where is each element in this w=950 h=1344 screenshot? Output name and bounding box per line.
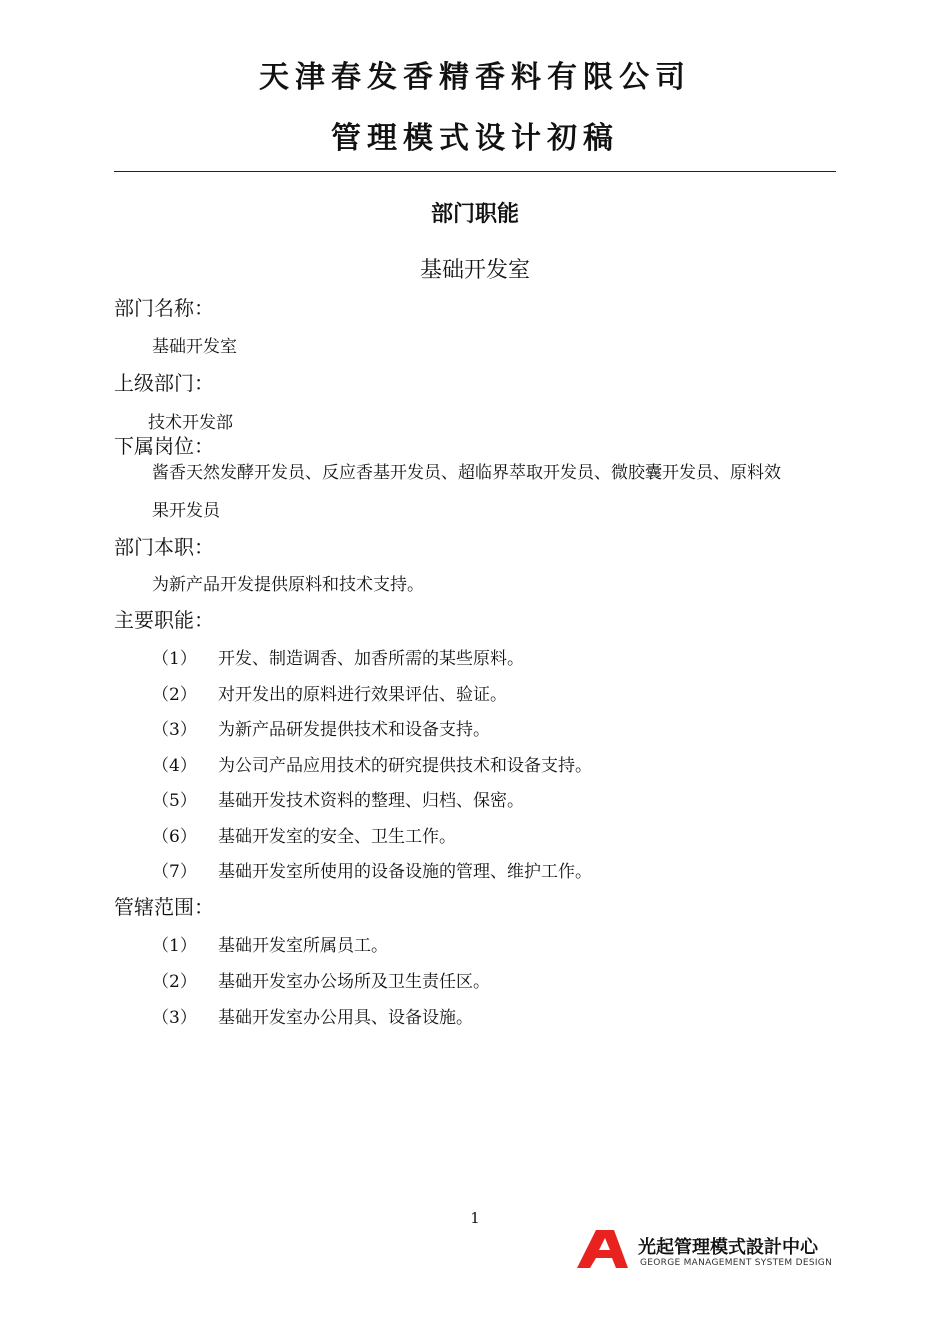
list-item [152, 931, 388, 956]
section-title: 部门职能 [430, 202, 519, 227]
list-text: 对开发出的原料进行效果评估、验证。 [218, 685, 507, 705]
list-number: （2） [152, 685, 197, 705]
list-text: 基础开发室所属员工。 [218, 936, 388, 956]
parent-value: 技术开发部 [148, 413, 233, 433]
list-number: （5） [152, 791, 197, 811]
parent-label: 上级部门： [114, 371, 214, 395]
company-logo [574, 1228, 840, 1272]
list-number: （4） [152, 756, 197, 776]
list-text: 开发、制造调香、加香所需的某些原料。 [218, 649, 524, 669]
list-text: 基础开发室办公用具、设备设施。 [218, 1008, 473, 1028]
list-number: （3） [152, 1008, 197, 1028]
list-item [152, 1003, 473, 1028]
list-number: （1） [152, 649, 197, 669]
list-number: （6） [152, 827, 197, 847]
name-label: 部门名称： [114, 296, 214, 320]
list-item [152, 751, 592, 776]
list-number: （2） [152, 972, 197, 992]
list-number: （7） [152, 862, 197, 882]
list-item [152, 822, 456, 847]
name-value: 基础开发室 [152, 337, 237, 357]
list-number: （3） [152, 720, 197, 740]
list-text: 基础开发室办公场所及卫生责任区。 [218, 972, 490, 992]
logo-chinese-text: 光起管理模式設計中心 [638, 1237, 818, 1258]
scope-label: 管辖范围： [114, 895, 214, 919]
list-text: 为新产品研发提供技术和设备支持。 [218, 720, 490, 740]
list-item [152, 680, 507, 705]
list-text: 基础开发技术资料的整理、归档、保密。 [218, 791, 524, 811]
list-text: 基础开发室所使用的设备设施的管理、维护工作。 [218, 862, 592, 882]
document-subtitle: 管理模式设计初稿 [331, 121, 619, 156]
positions-label: 下属岗位： [114, 434, 214, 458]
functions-label: 主要职能： [114, 608, 214, 632]
list-text: 为公司产品应用技术的研究提供技术和设备支持。 [218, 756, 592, 776]
company-title: 天津春发香精香料有限公司 [259, 60, 691, 95]
duty-label: 部门本职： [114, 535, 214, 559]
logo-a-icon [574, 1228, 634, 1270]
list-item [152, 644, 524, 669]
logo-english-text: GEORGE MANAGEMENT SYSTEM DESIGN [640, 1258, 833, 1268]
list-item [152, 715, 490, 740]
positions-line-2: 果开发员 [152, 501, 220, 521]
duty-value: 为新产品开发提供原料和技术支持。 [152, 575, 424, 595]
list-number: （1） [152, 936, 197, 956]
list-item [152, 857, 592, 882]
list-item [152, 967, 490, 992]
positions-line-1: 酱香天然发酵开发员、反应香基开发员、超临界萃取开发员、微胶囊开发员、原料效 [152, 463, 781, 483]
list-text: 基础开发室的安全、卫生工作。 [218, 827, 456, 847]
list-item [152, 786, 524, 811]
department-title: 基础开发室 [419, 258, 530, 283]
header-divider [114, 171, 836, 172]
page-number: 1 [470, 1209, 480, 1227]
